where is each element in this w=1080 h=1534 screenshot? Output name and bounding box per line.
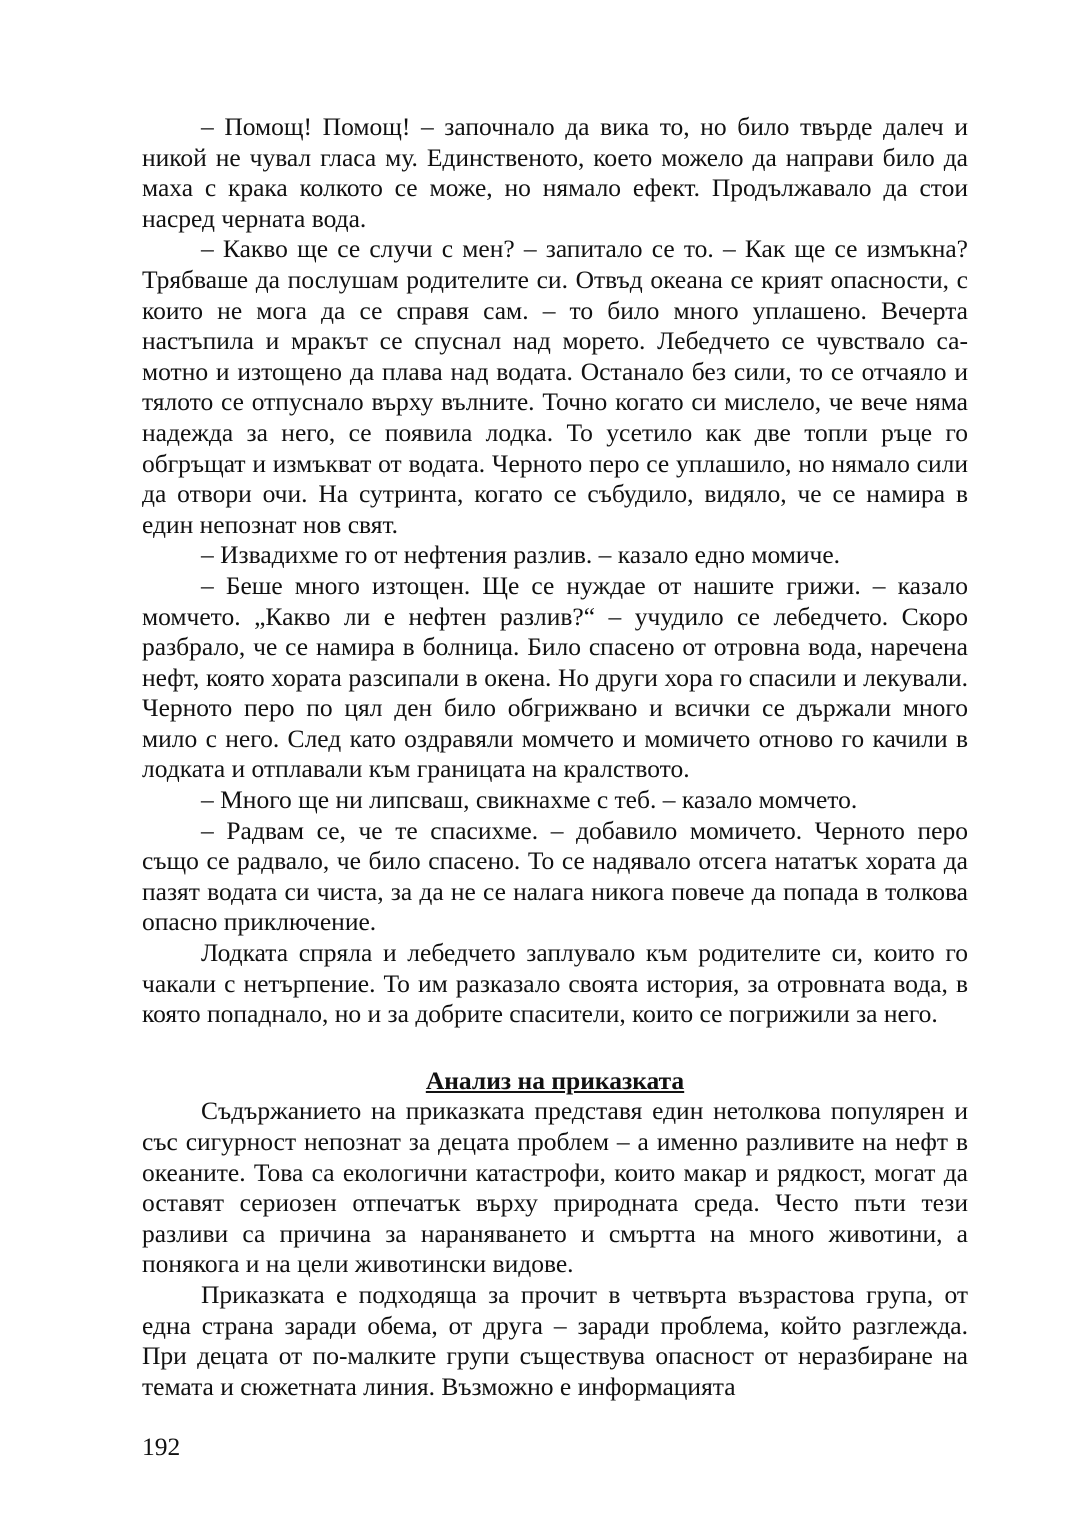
story-paragraph-4: – Беше много изтощен. Ще се нуждае от нашите грижи. – казало момчето. „Какво ли е нефтен разлив?“ – учудило се лебедчето. Скоро разбрало, че се намира в болница. Било спасено от отровна вода, наречена нефт, която хората разсипали в окена. Но други хора го спасили и лекували. Черното перо по цял ден било обгрижвано и всички се държали много мило с него. След като оздравяли момчето и момичето отново го качили в лодката и отплавали към границата на кралството.: [142, 570, 968, 784]
page-text: [142, 112, 968, 1402]
analysis-paragraph-1: Съдържанието на приказката представя един нетолкова популярен и със сигурност непознат за децата проблем – а именно разливите на нефт в океаните. Това са екологични катастрофи, които макар и рядкост, могат да оставят сериозен отпечатък върху природната среда. Често пъти тези разливи са причина за нараняването и смъртта на много животини, а понякога и на цели животински видове.: [142, 1096, 968, 1279]
story-paragraph-2: – Какво ще се случи с мен? – запитало се то. – Как ще се измъкна? Трябваше да послушам родителите си. Отвъд океана се крият опасности, с които не мога да се справя сам. – то било много уплашено. Вечерта настъпила и мракът се спуснал над морето. Лебедчето се чувствало самотно и изтощено да плава над водата. Останало без сили, то се отчаяло и тялото се отпуснало върху вълните. Точно когато си мислело, че вече няма надежда за него, се появила лодка. То усетило как две топли ръце го обгръщат и измъкват от водата. Черното перо се уплашило, но нямало сили да отвори очи. На сутринта, когато се събудило, видяло, че се намира в един непознат нов свят.: [142, 234, 968, 539]
analysis-paragraph-2: Приказката е подходяща за прочит в четвърта възрастова група, от една страна заради обема, от друга – заради проблема, който разглежда. При децата от по-малките групи съществува опасност от неразбиране на темата и сюжетната линия. Възможно е информацията: [142, 1279, 968, 1401]
page-number: 192: [142, 1432, 181, 1461]
story-paragraph-3: – Извадихме го от нефтения разлив. – казало едно момиче.: [201, 540, 841, 570]
story-paragraph-5: – Много ще ни липсваш, свикнахме с теб. – казало момчето.: [201, 785, 858, 815]
analysis-heading: Анализ на приказката: [425, 1065, 685, 1095]
story-paragraph-1: – Помощ! Помощ! – започнало да вика то, но било твърде далеч и никой не чувал гласа му. Единственото, което можело да направи било да маха с крака колкото се може, но нямало ефект. Продължавало да стои насред черната вода.: [142, 112, 968, 233]
story-paragraph-7: Лодката спряла и лебедчето заплувало към родителите си, които го чакали с нетърпение. То им разказало своята история, за отровната вода, в която попаднало, но и за добрите спасители, които се погрижили за него.: [142, 938, 968, 1029]
story-paragraph-6: – Радвам се, че те спасихме. – добавило момичето. Черното перо също се радвало, че било спасено. То се надявало отсега нататък хората да пазят водата си чиста, за да не се налага никога повече да попада в толкова опасно приключение.: [142, 815, 968, 937]
